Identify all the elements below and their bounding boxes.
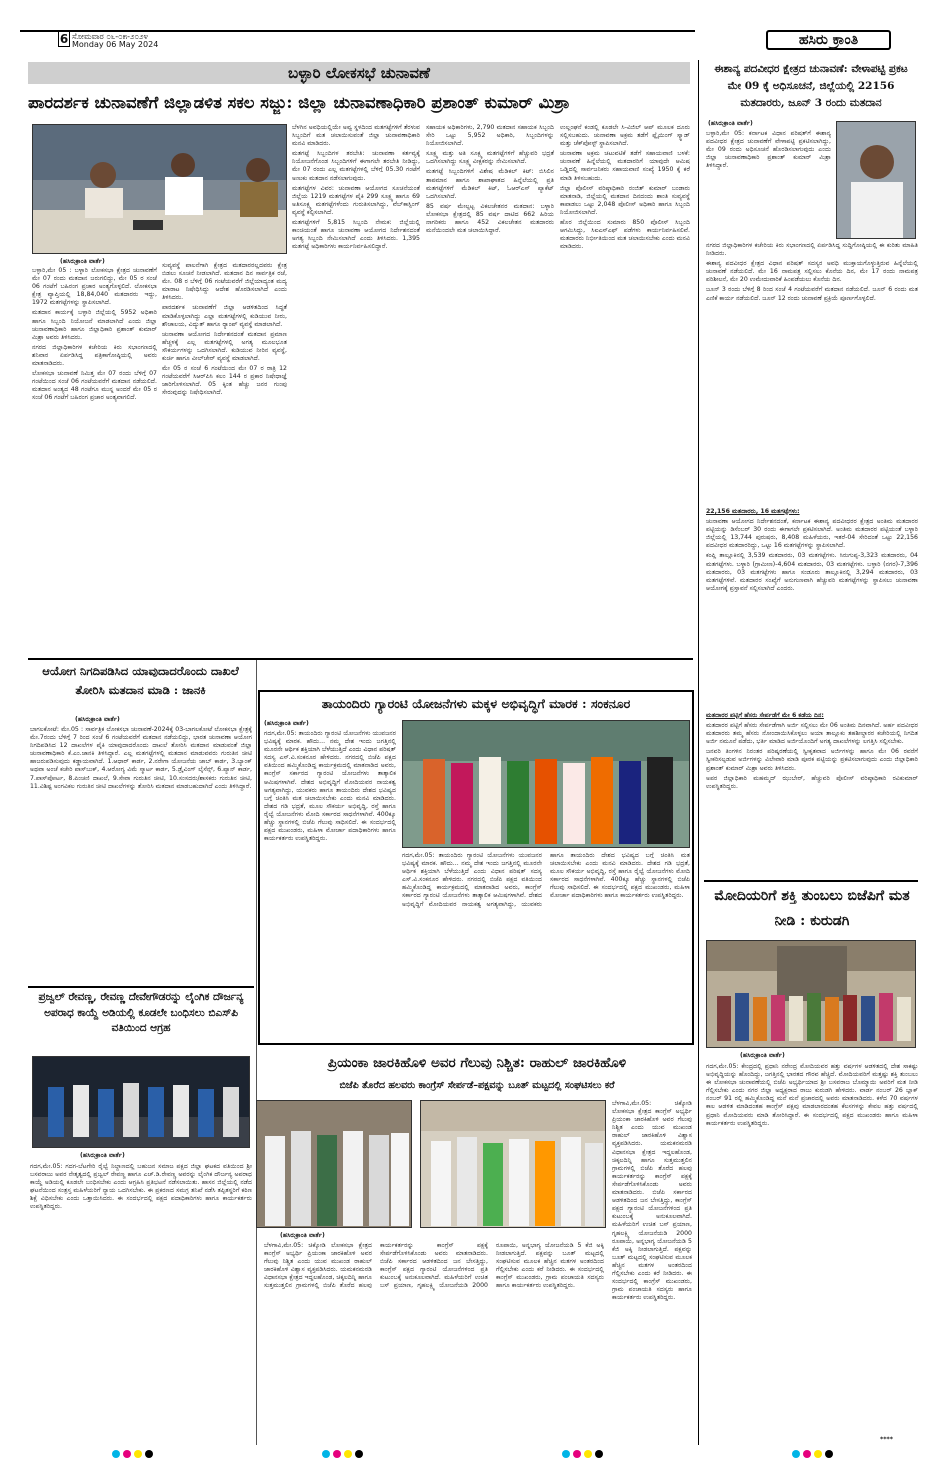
right-top-col-b (706, 242, 918, 504)
masthead-brand: ಹಸಿರು ಕ್ರಾಂತಿ (766, 30, 891, 50)
jarkiholi-headline: ಪ್ರಿಯಂಕಾ ಜಾರಕಿಹೊಳಿ ಅವರ ಗೆಲುವು ನಿಶ್ಚಿತ: ರಾಹುಲ್ ಜಾರಕಿಹೊಳಿ (327, 1055, 627, 1071)
jarkiholi-body-a (264, 1242, 604, 1434)
lead-par: 85 ವರ್ಷ ಮೇಲ್ಪಟ್ಟ ವಿಕಲಚೇತನರ ಮತದಾನ: ಬಳ್ಳಾರಿ ಲೋಕಸಭಾ ಕ್ಷೇತ್ರದಲ್ಲಿ 85 ವರ್ಷ ದಾಟಿದ 662 ಹಿರಿಯ ನಾಗರಿಕರು ಹಾಗೂ 452 ವಿಕಲಚೇತನ ಮತದಾರರು ಮನೆಯಿಂದಲೇ ಮತ ಚಲಾಯಿಸಿದ್ದಾರೆ. (426, 202, 554, 235)
congress-workers-image (257, 1101, 412, 1228)
right-top-subhead: ಮತದಾರರ ಪಟ್ಟಿಗೆ ಹೆಸರು ಸೇರ್ಪಡೆಗೆ ಮೇ 6 ಕಡೆಯ ದಿನ: (706, 712, 824, 719)
registration-marks (792, 1450, 833, 1458)
lead-par: ಮೇ 05 ರ ಸಂಜೆ 6 ಗಂಟೆಯಿಂದ ಮೇ 07 ರ ರಾತ್ರಿ 12 ಗಂಟೆಯವರೆಗೆ ಸಿಆರ್‌ಪಿಸಿ ಕಲಂ 144 ರ ಪ್ರಕಾರ ನಿಷೇಧಾಜ್ಞೆ ಜಾರಿಗೊಳಿಸಲಾಗಿದೆ. 05 ಕ್ಕಿಂತ ಹೆಚ್ಚು ಜನರ ಗುಂಪು ಸೇರುವುದನ್ನು ನಿಷೇಧಿಸಲಾಗಿದೆ. (162, 365, 287, 397)
black-dot (355, 1450, 363, 1458)
end-mark: **** (880, 1436, 893, 1443)
official-portrait-image (837, 122, 916, 239)
section-divider (704, 880, 918, 882)
lead-col-5 (560, 124, 690, 655)
cyan-dot (112, 1450, 120, 1458)
column-divider (256, 660, 257, 1445)
jarkiholi-subhead: ಬಿಜೆಪಿ ತೊರೆದ ಹಲವರು ಕಾಂಗ್ರೆಸ್ ಸೇರ್ಪಡೆ–ಪಕ್ಷವನ್ನು ಬೂತ್ ಮಟ್ಟದಲ್ಲಿ ಸಂಘಟಿಸಲು ಕರೆ (339, 1080, 615, 1091)
officials-meeting-image (33, 125, 287, 254)
lead-photo (32, 124, 287, 254)
jarkiholi-body-b: ಬೆಳಗಾವಿ,ಮೇ.05: ಚಿಕ್ಕೋಡಿ ಲೋಕಸಭಾ ಕ್ಷೇತ್ರದ ಕಾಂಗ್ರೆಸ್ ಅಭ್ಯರ್ಥಿ ಪ್ರಿಯಂಕಾ ಜಾರಕಿಹೊಳಿ ಅವರ ಗೆಲುವು ನಿಶ್ಚಿತ ಎಂದು ಯುವ ಮುಖಂಡ ರಾಹುಲ್ ಜಾರಕಿಹೊಳಿ ವಿಶ್ವಾಸ ವ್ಯಕ್ತಪಡಿಸಿದರು. ಯಮಕನಮರಡಿ ವಿಧಾನಸಭಾ ಕ್ಷೇತ್ರದ ಇದ್ದಲಹೊಂಡ, ಚಿಕ್ಕಲದಿನ್ನಿ ಹಾಗೂ ಸುತ್ತಮುತ್ತಲಿನ ಗ್ರಾಮಗಳಲ್ಲಿ ಬಿಜೆಪಿ ತೊರೆದ ಹಲವು ಕಾರ್ಯಕರ್ತರನ್ನು ಕಾಂಗ್ರೆಸ್ ಪಕ್ಷಕ್ಕೆ ಸೇರ್ಪಡೆಗೊಳಿಸಿಕೊಂಡು ಅವರು ಮಾತನಾಡಿದರು. ಬಿಜೆಪಿ ಸರ್ಕಾರದ ಆಡಳಿತದಿಂದ ಜನ ಬೇಸತ್ತಿದ್ದು, ಕಾಂಗ್ರೆಸ್ ಪಕ್ಷದ ಗ್ಯಾರಂಟಿ ಯೋಜನೆಗಳಿಂದ ಪ್ರತಿ ಕುಟುಂಬಕ್ಕೆ ಅನುಕೂಲವಾಗಿದೆ. ಮಹಿಳೆಯರಿಗೆ ಉಚಿತ ಬಸ್ ಪ್ರಯಾಣ, ಗೃಹಲಕ್ಷ್ಮಿ ಯೋಜನೆಯಡಿ 2000 ರೂಪಾಯಿ, ಅನ್ನಭಾಗ್ಯ ಯೋಜನೆಯಡಿ 5 ಕೆಜಿ ಅಕ್ಕಿ ನೀಡಲಾಗುತ್ತಿದೆ. ಪಕ್ಷವನ್ನು ಬೂತ್ ಮಟ್ಟದಲ್ಲಿ ಸಂಘಟಿಸುವ ಮೂಲಕ ಹೆಚ್ಚಿನ ಮತಗಳ ಅಂತರದಿಂದ ಗೆಲ್ಲಿಸಬೇಕು ಎಂದು ಕರೆ ನೀಡಿದರು. ಈ ಸಂದರ್ಭದಲ್ಲಿ ಕಾಂಗ್ರೆಸ್ ಮುಖಂಡರು, ಗ್ರಾಮ ಪಂಚಾಯತಿ ಸದಸ್ಯರು ಹಾಗೂ ಕಾರ್ಯಕರ್ತರು ಉಪಸ್ಥಿತರಿದ್ದರು. (612, 1100, 692, 1302)
prajwal-headline: ಪ್ರಜ್ವಲ್ ರೇವಣ್ಣ, ರೇವಣ್ಣ ದೇವೇಗೌಡರನ್ನು ಲೈಂಗಿಕ ದೌರ್ಜನ್ಯ ಅಪರಾಧ ಕಾಯ್ದೆ ಅಡಿಯಲ್ಲಿ ಕೂಡಲೇ ಬಂಧಿಸಲು ಬಿಎಸ್‌ಪಿ ವತಿಯಿಂದ ಆಗ್ರಹ (38, 991, 244, 1034)
right-top-par: ನಗರದ ಜಿಲ್ಲಾಧಿಕಾರಿಗಳ ಕಚೇರಿಯ ಕಿರು ಸಭಾಂಗಣದಲ್ಲಿ ಏರ್ಪಡಿಸಿದ್ದ ಸುದ್ದಿಗೋಷ್ಠಿಯಲ್ಲಿ ಈ ಕುರಿತು ಮಾಹಿತಿ ನೀಡಿದರು. (706, 242, 918, 258)
lead-par: ಮತಗಟ್ಟೆ ಸಿಬ್ಬಂದಿಗಳ ತರಬೇತಿ: ಚುನಾವಣಾ ಕರ್ತವ್ಯಕ್ಕೆ ನಿಯೋಜನೆಗೊಂಡ ಸಿಬ್ಬಂದಿಗಳಿಗೆ ಈಗಾಗಲೇ ತರಬೇತಿ ನೀಡಿದ್ದು, ಮೇ 07 ರಂದು ಎಲ್ಲ ಮತಗಟ್ಟೆಗಳಲ್ಲಿ ಬೆಳಿಗ್ಗೆ 05.30 ಗಂಟೆಗೆ ಅಣುಕು ಮತದಾನ ನಡೆಸಲಾಗುವುದು. (292, 150, 420, 182)
yellow-dot (134, 1450, 142, 1458)
page-number: 6 (59, 32, 69, 46)
date-line: ಸೋಮವಾರ ೦೬-೦೫-೨೦೨೪ Monday 06 May 2024 (72, 32, 159, 49)
right-top-col-c (706, 508, 918, 708)
lead-par: ಬೆಳಗಿನ ಅವಧಿಯಲ್ಲಿಯೇ ಅವ್ವ ಸ್ಥಳದಿಂದ ಮತಗಟ್ಟೆಗಳಿಗೆ ತೆರಳುವ ಸಿಬ್ಬಂದಿಗೆ ಮತ ಚಲಾಯಿಸುವಂತೆ ಜಿಲ್ಲಾ ಚುನಾವಣಾಧಿಕಾರಿ ಮನವಿ ಮಾಡಿದರು. (292, 124, 420, 148)
magenta-dot (333, 1450, 341, 1458)
lead-col-2 (162, 262, 287, 655)
jarkiholi-body: ಬೆಳಗಾವಿ,ಮೇ.05: ಚಿಕ್ಕೋಡಿ ಲೋಕಸಭಾ ಕ್ಷೇತ್ರದ ಕಾಂಗ್ರೆಸ್ ಅಭ್ಯರ್ಥಿ ಪ್ರಿಯಂಕಾ ಜಾರಕಿಹೊಳಿ ಅವರ ಗೆಲುವು ನಿಶ್ಚಿತ ಎಂದು ಯುವ ಮುಖಂಡ ರಾಹುಲ್ ಜಾರಕಿಹೊಳಿ ವಿಶ್ವಾಸ ವ್ಯಕ್ತಪಡಿಸಿದರು. ಯಮಕನಮರಡಿ ವಿಧಾನಸಭಾ ಕ್ಷೇತ್ರದ ಇದ್ದಲಹೊಂಡ, ಚಿಕ್ಕಲದಿನ್ನಿ ಹಾಗೂ ಸುತ್ತಮುತ್ತಲಿನ ಗ್ರಾಮಗಳಲ್ಲಿ ಬಿಜೆಪಿ ತೊರೆದ ಹಲವು ಕಾರ್ಯಕರ್ತರನ್ನು ಕಾಂಗ್ರೆಸ್ ಪಕ್ಷಕ್ಕೆ ಸೇರ್ಪಡೆಗೊಳಿಸಿಕೊಂಡು ಅವರು ಮಾತನಾಡಿದರು. ಬಿಜೆಪಿ ಸರ್ಕಾರದ ಆಡಳಿತದಿಂದ ಜನ ಬೇಸತ್ತಿದ್ದು, ಕಾಂಗ್ರೆಸ್ ಪಕ್ಷದ ಗ್ಯಾರಂಟಿ ಯೋಜನೆಗಳಿಂದ ಪ್ರತಿ ಕುಟುಂಬಕ್ಕೆ ಅನುಕೂಲವಾಗಿದೆ. ಮಹಿಳೆಯರಿಗೆ ಉಚಿತ ಬಸ್ ಪ್ರಯಾಣ, ಗೃಹಲಕ್ಷ್ಮಿ ಯೋಜನೆಯಡಿ 2000 ರೂಪಾಯಿ, ಅನ್ನಭಾಗ್ಯ ಯೋಜನೆಯಡಿ 5 ಕೆಜಿ ಅಕ್ಕಿ ನೀಡಲಾಗುತ್ತಿದೆ. ಪಕ್ಷವನ್ನು ಬೂತ್ ಮಟ್ಟದಲ್ಲಿ ಸಂಘಟಿಸುವ ಮೂಲಕ ಹೆಚ್ಚಿನ ಮತಗಳ ಅಂತರದಿಂದ ಗೆಲ್ಲಿಸಬೇಕು ಎಂದು ಕರೆ ನೀಡಿದರು. ಈ ಸಂದರ್ಭದಲ್ಲಿ ಕಾಂಗ್ರೆಸ್ ಮುಖಂಡರು, ಗ್ರಾಮ ಪಂಚಾಯತಿ ಸದಸ್ಯರು ಹಾಗೂ ಕಾರ್ಯಕರ್ತರು ಉಪಸ್ಥಿತರಿದ್ದರು. (264, 1242, 604, 1290)
right-top-col-a (706, 130, 831, 240)
right-top-par: ಈಶಾನ್ಯ ಪದವೀಧರ ಕ್ಷೇತ್ರದ ವಿಧಾನ ಪರಿಷತ್ ಸದಸ್ಯರ ಅವಧಿ ಮುಕ್ತಾಯಗೊಳ್ಳುತ್ತಿರುವ ಹಿನ್ನೆಲೆಯಲ್ಲಿ ಚುನಾವಣೆ ನಡೆಯಲಿದೆ. ಮೇ 16 ನಾಮಪತ್ರ ಸಲ್ಲಿಸಲು ಕೊನೆಯ ದಿನ, ಮೇ 17 ರಂದು ನಾಮಪತ್ರ ಪರಿಶೀಲನೆ, ಮೇ 20 ಉಮೇದುವಾರಿಕೆ ಹಿಂಪಡೆಯಲು ಕೊನೆಯ ದಿನ. (706, 260, 918, 284)
right-top-photo (836, 121, 916, 239)
right-top-par: ಚುನಾವಣಾ ಆಯೋಗದ ನಿರ್ದೇಶನದಂತೆ, ಕರ್ನಾಟಕ ಈಶಾನ್ಯ ಪದವೀಧರರ ಕ್ಷೇತ್ರದ ಅಂತಿಮ ಮತದಾರರ ಪಟ್ಟಿಯನ್ನು ಡಿಸೆಂಬರ್ 30 ರಂದು ಈಗಾಗಲೇ ಪ್ರಕಟಿಸಲಾಗಿದೆ. ಅಂತಿಮ ಮತದಾರರ ಪಟ್ಟಿಯಂತೆ ಬಳ್ಳಾರಿ ಜಿಲ್ಲೆಯಲ್ಲಿ 13,744 ಪುರುಷರು, 8,408 ಮಹಿಳೆಯರು, ಇತರೆ-04 ಸೇರಿದಂತೆ ಒಟ್ಟು 22,156 ಪದವೀಧರ ಮತದಾರರಿದ್ದು, ಒಟ್ಟು 16 ಮತಗಟ್ಟೆಗಳನ್ನು ಸ್ಥಾಪಿಸಲಾಗಿದೆ. (706, 518, 918, 550)
kurudagi-headline: ಮೋದಿಯರಿಗೆ ಶಕ್ತಿ ತುಂಬಲು ಬಿಜೆಪಿಗೆ ಮತ ನೀಡಿ : ಕುರುಡಗಿ (714, 888, 910, 929)
lead-par: ಹೊರ ಜಿಲ್ಲೆಯಿಂದ ಸುಮಾರು 850 ಪೊಲೀಸ್ ಸಿಬ್ಬಂದಿ ಆಗಮಿಸಿದ್ದು, ಸಿಐಎಸ್‌ಎಫ್ ಪಡೆಗಳು ಕಾರ್ಯನಿರ್ವಹಿಸಲಿವೆ. ಮತದಾರರು ನಿರ್ಭೀತಿಯಿಂದ ಮತ ಚಲಾಯಿಸಬೇಕು ಎಂದು ಮನವಿ ಮಾಡಿದರು. (560, 219, 690, 251)
kurudagi-photo (706, 940, 916, 1048)
sankanur-photo (402, 720, 690, 848)
jarkiholi-photo-1 (256, 1100, 412, 1228)
janaki-headline: ಆಯೋಗ ನಿಗದಿಪಡಿಸಿದ ಯಾವುದಾದರೊಂದು ದಾಖಲೆ ತೋರಿಸಿ ಮತದಾನ ಮಾಡಿ : ಜಾನಕಿ (42, 664, 239, 697)
lead-par: ಉಲ್ಲಂಘನೆ ಕಂಡಲ್ಲಿ ಕೂಡಲೇ ಸಿ-ವಿಜಿಲ್ ಆಪ್ ಮೂಲಕ ದೂರು ಸಲ್ಲಿಸಬಹುದು. ಚುನಾವಣಾ ಅಕ್ರಮ ತಡೆಗೆ ಫ್ಲೈಯಿಂಗ್ ಸ್ಕ್ವಾಡ್ ಮತ್ತು ಚೆಕ್‌ಪೋಸ್ಟ್ ಸ್ಥಾಪಿಸಲಾಗಿದೆ. (560, 124, 690, 148)
lead-par: ಲೋಕಸಭಾ ಚುನಾವಣೆ ನಿಮಿತ್ತ ಮೇ 07 ರಂದು ಬೆಳಿಗ್ಗೆ 07 ಗಂಟೆಯಿಂದ ಸಂಜೆ 06 ಗಂಟೆಯವರೆಗೆ ಮತದಾನ ನಡೆಯಲಿದೆ. ಮತದಾನ ಅಂತ್ಯದ 48 ಗಂಟೆಗೂ ಮುನ್ನ ಅಂದರೆ ಮೇ 05 ರ ಸಂಜೆ 06 ಗಂಟೆಗೆ ಬಹಿರಂಗ ಪ್ರಚಾರ ಅಂತ್ಯವಾಗಲಿದೆ. (32, 370, 157, 402)
registration-marks (322, 1450, 363, 1458)
lead-par: ಮತಗಟ್ಟೆ ಸಿಬ್ಬಂದಿಗಳಿಗೆ ವಿಶೇಷ ಮೆಡಿಕಲ್ ಕಿಟ್: ಬಿಸಿಲಿನ ತಾಪಮಾನ ಹಾಗೂ ಶಾಖಾಘಾತದ ಹಿನ್ನೆಲೆಯಲ್ಲಿ ಪ್ರತಿ ಮತಗಟ್ಟೆಗಳಿಗೆ ಮೆಡಿಕಲ್ ಕಿಟ್, ಓಆರ್‌ಎಸ್ ಪ್ಯಾಕೆಟ್ ಒದಗಿಸಲಾಗಿದೆ. (426, 168, 554, 200)
black-dot (145, 1450, 153, 1458)
right-top-headline: ಈಶಾನ್ಯ ಪದವೀಧರ ಕ್ಷೇತ್ರದ ಚುನಾವಣೆ: ವೇಳಾಪಟ್ಟಿ ಪ್ರಕಟ ಮೇ 09 ಕ್ಕೆ ಅಧಿಸೂಚನೆ, ಜಿಲ್ಲೆಯಲ್ಲಿ 22156 ಮತದಾರರು, ಜೂನ್ 3 ರಂದು ಮತದಾನ (714, 63, 908, 109)
lead-col-3 (292, 124, 420, 655)
prajwal-body: ಗದಗ,ಮೇ.05: ಗದಗ-ಬೆಟಗೇರಿ ರೈಲ್ವೆ ನಿಲ್ದಾಣದಲ್ಲಿ ಬಹುಜನ ಸಮಾಜ ಪಕ್ಷದ ಜಿಲ್ಲಾ ಘಟಕದ ವತಿಯಿಂದ ಶ್ರೀ ಬಸವರಾಜು ಅವರ ನೇತೃತ್ವದಲ್ಲಿ ಪ್ರಜ್ವಲ್ ರೇವಣ್ಣ ಹಾಗೂ ಎಚ್.ಡಿ.ರೇವಣ್ಣ ಅವರನ್ನು ಲೈಂಗಿಕ ದೌರ್ಜನ್ಯ ಅಪರಾಧ ಕಾಯ್ದೆ ಅಡಿಯಲ್ಲಿ ಕೂಡಲೇ ಬಂಧಿಸಬೇಕು ಎಂದು ಆಗ್ರಹಿಸಿ ಪ್ರತಿಭಟನೆ ನಡೆಸಲಾಯಿತು. ಹಾಸನ ಜಿಲ್ಲೆಯಲ್ಲಿ ನಡೆದ ಘಟನೆಯಿಂದ ಸಂತ್ರಸ್ತ ಮಹಿಳೆಯರಿಗೆ ನ್ಯಾಯ ಒದಗಿಸಬೇಕು. ಈ ಪ್ರಕರಣದ ಸಮಗ್ರ ತನಿಖೆ ನಡೆಸಿ ತಪ್ಪಿತಸ್ಥರಿಗೆ ಕಠಿಣ ಶಿಕ್ಷೆ ವಿಧಿಸಬೇಕು ಎಂದು ಒತ್ತಾಯಿಸಿದರು. ಈ ಸಂದರ್ಭದಲ್ಲಿ ಪಕ್ಷದ ಪದಾಧಿಕಾರಿಗಳು ಹಾಗೂ ಕಾರ್ಯಕರ್ತರು ಉಪಸ್ಥಿತರಿದ್ದರು. (30, 1163, 252, 1211)
section-divider (28, 658, 693, 660)
cyan-dot (792, 1450, 800, 1458)
section-divider (28, 986, 254, 988)
sankanur-headline: ತಾಯಂದಿರು ಗ್ಯಾರಂಟಿ ಯೋಜನೆಗಳು ಮಕ್ಕಳ ಅಭಿವೃದ್ಧಿಗೆ ಮಾರಕ : ಸಂಕನೂರ (321, 696, 631, 711)
lead-kicker: ಬಳ್ಳಾರಿ ಲೋಕಸಭೆ ಚುನಾವಣೆ (28, 62, 690, 84)
lead-col-4 (426, 124, 554, 655)
lead-par: ಪಾರದರ್ಶಕ ಚುನಾವಣೆಗೆ ಜಿಲ್ಲಾ ಆಡಳಿತದಿಂದ ಸಿದ್ಧತೆ ಮಾಡಿಕೊಳ್ಳಲಾಗಿದ್ದು ಎಲ್ಲಾ ಮತಗಟ್ಟೆಗಳಲ್ಲಿ ಕುಡಿಯುವ ನೀರು, ಶೌಚಾಲಯ, ವಿದ್ಯುತ್ ಹಾಗೂ ರ್‍ಯಾಂಪ್ ವ್ಯವಸ್ಥೆ ಮಾಡಲಾಗಿದೆ. (162, 304, 287, 328)
yellow-dot (344, 1450, 352, 1458)
magenta-dot (803, 1450, 811, 1458)
registration-marks (562, 1450, 603, 1458)
bjp-meeting-group-image (403, 721, 690, 848)
lead-par: ಸಹಾಯಕ ಅಧಿಕಾರಿಗಳು, 2,790 ಮತದಾನ ಸಹಾಯಕ ಸಿಬ್ಬಂದಿ ಸೇರಿ ಒಟ್ಟು 5,952 ಅಧಿಕಾರಿ, ಸಿಬ್ಬಂದಿಗಳನ್ನು ನಿಯೋಜಿಸಲಾಗಿದೆ. (426, 124, 554, 148)
sankanur-dateline: (ಹಸಿರುಕ್ರಾಂತಿ ವಾರ್ತೆ) (264, 720, 309, 727)
right-top-par: ಜೂನ್ 3 ರಂದು ಬೆಳಿಗ್ಗೆ 8 ರಿಂದ ಸಂಜೆ 4 ಗಂಟೆಯವರೆಗೆ ಮತದಾನ ನಡೆಯಲಿದೆ. ಜೂನ್ 6 ರಂದು ಮತ ಎಣಿಕೆ ಕಾರ್ಯ ನಡೆಯಲಿದೆ. ಜೂನ್ 12 ರಂದು ಚುನಾವಣೆ ಪ್ರಕ್ರಿಯೆ ಪೂರ್ಣಗೊಳ್ಳಲಿದೆ. (706, 286, 918, 302)
prajwal-photo (32, 1056, 250, 1148)
sankanur-body-col-a: ಗದಗ,ಮೇ.05: ತಾಯಂದಿರು ಗ್ಯಾರಂಟಿ ಯೋಜನೆಗಳು ಯುವಜನರ ಭವಿಷ್ಯಕ್ಕೆ ಮಾರಕ. ಹೌದು... ನಮ್ಮ ದೇಶ ಇಂದು ಜಗತ್ತಿನಲ್ಲಿ ಮೂರನೇ ಆರ್ಥಿಕ ಶಕ್ತಿಯಾಗಿ ಬೆಳೆಯುತ್ತಿದೆ ಎಂದು ವಿಧಾನ ಪರಿಷತ್ ಸದಸ್ಯ ಎಸ್.ವಿ.ಸಂಕನೂರ ಹೇಳಿದರು. ನಗರದಲ್ಲಿ ಬಿಜೆಪಿ ಪಕ್ಷದ ವತಿಯಿಂದ ಹಮ್ಮಿಕೊಂಡಿದ್ದ ಕಾರ್ಯಕ್ರಮದಲ್ಲಿ ಮಾತನಾಡಿದ ಅವರು, ಕಾಂಗ್ರೆಸ್ ಸರ್ಕಾರದ ಗ್ಯಾರಂಟಿ ಯೋಜನೆಗಳು ತಾತ್ಕಾಲಿಕ ಆಮಿಷಗಳಾಗಿವೆ. ದೇಶದ ಅಭಿವೃದ್ಧಿಗೆ ಮೋದಿಯವರ ನಾಯಕತ್ವ ಅಗತ್ಯವಾಗಿದ್ದು, ಯುವಕರು ಹಾಗೂ ತಾಯಂದಿರು ದೇಶದ ಭವಿಷ್ಯದ ಬಗ್ಗೆ ಚಿಂತಿಸಿ ಮತ ಚಲಾಯಿಸಬೇಕು ಎಂದು ಮನವಿ ಮಾಡಿದರು. ದೇಶದ ಗಡಿ ಭದ್ರತೆ, ಮೂಲ ಸೌಕರ್ಯ ಅಭಿವೃದ್ಧಿ, ರಸ್ತೆ ಹಾಗೂ ರೈಲ್ವೆ ಯೋಜನೆಗಳು ಮೋದಿ ಸರ್ಕಾರದ ಸಾಧನೆಗಳಾಗಿವೆ. 400ಕ್ಕೂ ಹೆಚ್ಚು ಸ್ಥಾನಗಳಲ್ಲಿ ಬಿಜೆಪಿ ಗೆಲುವು ಸಾಧಿಸಲಿದೆ. ಈ ಸಂದರ್ಭದಲ್ಲಿ ಪಕ್ಷದ ಮುಖಂಡರು, ಮಹಿಳಾ ಮೋರ್ಚಾ ಪದಾಧಿಕಾರಿಗಳು ಹಾಗೂ ಕಾರ್ಯಕರ್ತರು ಉಪಸ್ಥಿತರಿದ್ದರು. (264, 730, 396, 843)
jarkiholi-dateline: (ಹಸಿರುಕ್ರಾಂತಿ ವಾರ್ತೆ) (280, 1232, 325, 1239)
right-top-par: ಅಪರ ಜಿಲ್ಲಾಧಿಕಾರಿ ಮಹಮ್ಮದ್ ಝುಬೇರ್, ಹೆಚ್ಚುವರಿ ಪೊಲೀಸ್ ವರಿಷ್ಠಾಧಿಕಾರಿ ರವಿಕುಮಾರ್ ಉಪಸ್ಥಿತರಿದ್ದರು. (706, 774, 918, 790)
lead-par: ಮತಗಟ್ಟೆಗಳ ವಿವರ: ಚುನಾವಣಾ ಆಯೋಗದ ಸೂಚನೆಯಂತೆ ಜಿಲ್ಲೆಯ 1219 ಮತಗಟ್ಟೆಗಳ ಪೈಕಿ 299 ಸೂಕ್ಷ್ಮ ಹಾಗೂ 69 ಅತಿಸೂಕ್ಷ್ಮ ಮತಗಟ್ಟೆಗಳೆಂದು ಗುರುತಿಸಲಾಗಿದ್ದು, ವೆಬ್‌ಕಾಸ್ಟಿಂಗ್ ವ್ಯವಸ್ಥೆ ಕಲ್ಪಿಸಲಾಗಿದೆ. (292, 184, 420, 216)
yellow-dot (814, 1450, 822, 1458)
kurudagi-dateline: (ಹಸಿರುಕ್ರಾಂತಿ ವಾರ್ತೆ) (740, 1052, 785, 1059)
right-top-subhead: 22,156 ಮತದಾರರು, 16 ಮತಗಟ್ಟೆಗಳು: (706, 508, 800, 515)
lead-par: ಚುನಾವಣಾ ಅಕ್ರಮ ಚಟುವಟಿಕೆ ತಡೆಗೆ ಸಹಾಯವಾಣಿ ಬಳಕೆ: ಚುನಾವಣೆ ಹಿನ್ನೆಲೆಯಲ್ಲಿ ಮತದಾರರಿಗೆ ಯಾವುದೇ ಆಮಿಷ ಒಡ್ಡಿದಲ್ಲಿ ಸಾರ್ವಜನಿಕರು ಸಹಾಯವಾಣಿ ಸಂಖ್ಯೆ 1950 ಕ್ಕೆ ಕರೆ ಮಾಡಿ ತಿಳಿಸಬಹುದು. (560, 150, 690, 182)
party-joining-image (421, 1101, 606, 1228)
lead-par: ಸೂಕ್ಷ್ಮ ಮತ್ತು ಅತಿ ಸೂಕ್ಷ್ಮ ಮತಗಟ್ಟೆಗಳಿಗೆ ಹೆಚ್ಚುವರಿ ಭದ್ರತೆ ಒದಗಿಸಲಾಗಿದ್ದು ಸೂಕ್ಷ್ಮ ವೀಕ್ಷಕರನ್ನು ನೇಮಿಸಲಾಗಿದೆ. (426, 150, 554, 166)
lead-dateline: (ಹಸಿರುಕ್ರಾಂತಿ ವಾರ್ತೆ) (60, 258, 105, 265)
column-divider (698, 60, 699, 1445)
sankanur-body-col-b (402, 852, 690, 1040)
lead-col-1 (32, 267, 157, 655)
jarkiholi-photo-2 (420, 1100, 606, 1228)
lead-par: ಸುವ್ಯವಸ್ಥೆ ಪಾಲನೆಗಾಗಿ ಕ್ಷೇತ್ರದ ಮತದಾರರಲ್ಲದವರು ಕ್ಷೇತ್ರ ಬಿಡಲು ಸೂಚನೆ ನೀಡಲಾಗಿದೆ. ಮತದಾನ ದಿನ ಸಾರ್ವತ್ರಿಕ ರಜೆ, ಮೇ. 08 ರ ಬೆಳಿಗ್ಗೆ 06 ಗಂಟೆಯವರೆಗೆ ಜಿಲ್ಲೆಯಾದ್ಯಂತ ಮದ್ಯ ಮಾರಾಟ ನಿಷೇಧಿಸಿದ್ದು ಆದೇಶ ಹೊರಡಿಸಲಾಗಿದೆ ಎಂದು ತಿಳಿಸಿದರು. (162, 262, 287, 302)
cyan-dot (562, 1450, 570, 1458)
black-dot (595, 1450, 603, 1458)
magenta-dot (123, 1450, 131, 1458)
right-top-dateline: (ಹಸಿರುಕ್ರಾಂತಿ ವಾರ್ತೆ) (708, 120, 753, 127)
cyan-dot (322, 1450, 330, 1458)
yellow-dot (584, 1450, 592, 1458)
campaign-group-image (707, 941, 916, 1048)
sankanur-body-continued: ಗದಗ,ಮೇ.05: ತಾಯಂದಿರು ಗ್ಯಾರಂಟಿ ಯೋಜನೆಗಳು ಯುವಜನರ ಭವಿಷ್ಯಕ್ಕೆ ಮಾರಕ. ಹೌದು... ನಮ್ಮ ದೇಶ ಇಂದು ಜಗತ್ತಿನಲ್ಲಿ ಮೂರನೇ ಆರ್ಥಿಕ ಶಕ್ತಿಯಾಗಿ ಬೆಳೆಯುತ್ತಿದೆ ಎಂದು ವಿಧಾನ ಪರಿಷತ್ ಸದಸ್ಯ ಎಸ್.ವಿ.ಸಂಕನೂರ ಹೇಳಿದರು. ನಗರದಲ್ಲಿ ಬಿಜೆಪಿ ಪಕ್ಷದ ವತಿಯಿಂದ ಹಮ್ಮಿಕೊಂಡಿದ್ದ ಕಾರ್ಯಕ್ರಮದಲ್ಲಿ ಮಾತನಾಡಿದ ಅವರು, ಕಾಂಗ್ರೆಸ್ ಸರ್ಕಾರದ ಗ್ಯಾರಂಟಿ ಯೋಜನೆಗಳು ತಾತ್ಕಾಲಿಕ ಆಮಿಷಗಳಾಗಿವೆ. ದೇಶದ ಅಭಿವೃದ್ಧಿಗೆ ಮೋದಿಯವರ ನಾಯಕತ್ವ ಅಗತ್ಯವಾಗಿದ್ದು, ಯುವಕರು ಹಾಗೂ ತಾಯಂದಿರು ದೇಶದ ಭವಿಷ್ಯದ ಬಗ್ಗೆ ಚಿಂತಿಸಿ ಮತ ಚಲಾಯಿಸಬೇಕು ಎಂದು ಮನವಿ ಮಾಡಿದರು. ದೇಶದ ಗಡಿ ಭದ್ರತೆ, ಮೂಲ ಸೌಕರ್ಯ ಅಭಿವೃದ್ಧಿ, ರಸ್ತೆ ಹಾಗೂ ರೈಲ್ವೆ ಯೋಜನೆಗಳು ಮೋದಿ ಸರ್ಕಾರದ ಸಾಧನೆಗಳಾಗಿವೆ. 400ಕ್ಕೂ ಹೆಚ್ಚು ಸ್ಥಾನಗಳಲ್ಲಿ ಬಿಜೆಪಿ ಗೆಲುವು ಸಾಧಿಸಲಿದೆ. ಈ ಸಂದರ್ಭದಲ್ಲಿ ಪಕ್ಷದ ಮುಖಂಡರು, ಮಹಿಳಾ ಮೋರ್ಚಾ ಪದಾಧಿಕಾರಿಗಳು ಹಾಗೂ ಕಾರ್ಯಕರ್ತರು ಉಪಸ್ಥಿತರಿದ್ದರು. (402, 852, 690, 908)
janaki-body: ಬಾಗಲಕೋಟೆ: ಮೇ.05 : ಸಾರ್ವತ್ರಿಕ ಲೋಕಸಭಾ ಚುನಾವಣೆ-2024ಕ್ಕೆ 03-ಬಾಗಲಕೋಟೆ ಲೋಕಸಭಾ ಕ್ಷೇತ್ರಕ್ಕೆ ಮೇ.7ರಂದು ಬೆಳಿಗ್ಗೆ 7 ರಿಂದ ಸಂಜೆ 6 ಗಂಟೆಯವರೆಗೆ ಮತದಾನ ನಡೆಯಲಿದ್ದು, ಭಾರತ ಚುನಾವಣಾ ಆಯೋಗ ನಿಗದಿಪಡಿಸಿದ 12 ದಾಖಲೆಗಳ ಪೈಕಿ ಯಾವುದಾದರೊಂದು ದಾಖಲೆ ತೋರಿಸಿ ಮತದಾನ ಮಾಡುವಂತೆ ಜಿಲ್ಲಾ ಚುನಾವಣಾಧಿಕಾರಿ ಕೆ.ಎಂ.ಜಾನಕಿ ತಿಳಿಸಿದ್ದಾರೆ. ಎಲ್ಲ ಮತಗಟ್ಟೆಗಳಲ್ಲಿ ಮತದಾನ ಮಾಡುವವರು ಗುರುತಿನ ಚೀಟಿ ಹಾಜರುಪಡಿಸುವುದು ಕಡ್ಡಾಯವಾಗಿದೆ. 1.ಆಧಾರ್ ಕಾರ್ಡ, 2.ನರೇಗಾ ಯೋಜನೆಯ ಜಾಬ್ ಕಾರ್ಡ, 3.ಬ್ಯಾಂಕ್ ಅಥವಾ ಅಂಚೆ ಕಚೇರಿ ಪಾಸ್‌ಬುಕ್, 4.ಆರೋಗ್ಯ ವಿಮೆ ಸ್ಮಾರ್ಟ ಕಾರ್ಡ, 5.ಡ್ರೈವಿಂಗ್ ಲೈಸೆನ್ಸ್, 6.ಪ್ಯಾನ್ ಕಾರ್ಡ, 7.ಪಾಸ್‌ಪೋರ್ಟ, 8.ಪಿಂಚಣಿ ದಾಖಲೆ, 9.ಸೇವಾ ಗುರುತಿನ ಚೀಟಿ, 10.ಸಂಸದರು/ಶಾಸಕರು ಗುರುತಿನ ಚೀಟಿ, 11.ವಿಶಿಷ್ಟ ಅಂಗವಿಕಲ ಗುರುತಿನ ಚೀಟಿ ದಾಖಲೆಗಳನ್ನು ತೋರಿಸಿ ಮತದಾನ ಮಾಡಬಹುದಾಗಿದೆ ಎಂದು ತಿಳಿಸಿದ್ದಾರೆ. (30, 726, 252, 790)
lead-par: ಬಳ್ಳಾರಿ,ಮೇ 05 : ಬಳ್ಳಾರಿ ಲೋಕಸಭಾ ಕ್ಷೇತ್ರದ ಚುನಾವಣೆಗೆ ಮೇ 07 ರಂದು ಮತದಾನ ಜರುಗಲಿದ್ದು, ಮೇ 05 ರ ಸಂಜೆ 06 ಗಂಟೆಗೆ ಬಹಿರಂಗ ಪ್ರಚಾರ ಅಂತ್ಯಗೊಳ್ಳಲಿದೆ. ಲೋಕಸಭಾ ಕ್ಷೇತ್ರ ವ್ಯಾಪ್ತಿಯಲ್ಲಿ 18,84,040 ಮತದಾರರು ಇದ್ದು, 1972 ಮತಗಟ್ಟೆಗಳನ್ನು ಸ್ಥಾಪಿಸಲಾಗಿದೆ. (32, 267, 157, 307)
lead-par: ಮತಗಟ್ಟೆಗಳಿಗೆ 5,815 ಸಿಬ್ಬಂದಿ ನೇಮಕ: ಜಿಲ್ಲೆಯಲ್ಲಿ ಕಾಂಚಿಯಂತೆ ಹಾಗೂ ಚುನಾವಣಾ ಆಯೋಗದ ನಿರ್ದೇಶನದಂತೆ ಅಗತ್ಯ ಸಿಬ್ಬಂದಿ ನೇಮಿಸಲಾಗಿದೆ ಎಂದು ತಿಳಿಸಿದರು. 1,395 ಮತಗಟ್ಟೆ ಅಧಿಕಾರಿಗಳು ಕಾರ್ಯನಿರ್ವಹಿಸಲಿದ್ದಾರೆ. (292, 219, 420, 251)
lead-headline: ಪಾರದರ್ಶಕ ಚುನಾವಣೆಗೆ ಜಿಲ್ಲಾಡಳಿತ ಸಕಲ ಸಜ್ಜು: ಜಿಲ್ಲಾ ಚುನಾವಣಾಧಿಕಾರಿ ಪ್ರಶಾಂತ್ ಕುಮಾರ್ ಮಿಶ್ರಾ (28, 93, 570, 112)
lead-par: ಚುನಾವಣಾ ಆಯೋಗದ ನಿರ್ದೇಶನದಂತೆ ಮತದಾನ ಪ್ರಮಾಣ ಹೆಚ್ಚಳಕ್ಕೆ ಎಲ್ಲ ಮತಗಟ್ಟೆಗಳಲ್ಲಿ ಅಗತ್ಯ ಮೂಲಭೂತ ಸೌಕರ್ಯಗಳನ್ನು ಒದಗಿಸಲಾಗಿದೆ. ಕುಡಿಯುವ ನೀರಿನ ವ್ಯವಸ್ಥೆ, ಕುರ್ಚಿ ಹಾಗೂ ವೀಲ್‌ಚೇರ್ ವ್ಯವಸ್ಥೆ ಮಾಡಲಾಗಿದೆ. (162, 330, 287, 363)
black-dot (825, 1450, 833, 1458)
janaki-dateline: (ಹಸಿರುಕ್ರಾಂತಿ ವಾರ್ತೆ) (75, 716, 120, 723)
lead-par: ನಗರದ ಜಿಲ್ಲಾಧಿಕಾರಿಗಳ ಕಚೇರಿಯ ಕಿರು ಸಭಾಂಗಣದಲ್ಲಿ ಶನಿವಾರ ಏರ್ಪಡಿಸಿದ್ದ ಪತ್ರಿಕಾಗೋಷ್ಠಿಯಲ್ಲಿ ಅವರು ಮಾತನಾಡಿದರು. (32, 343, 157, 368)
lead-par: ಮತದಾನ ಕಾರ್ಯಕ್ಕೆ ಬಳ್ಳಾರಿ ಜಿಲ್ಲೆಯಲ್ಲಿ 5952 ಅಧಿಕಾರಿ ಹಾಗೂ ಸಿಬ್ಬಂದಿ ನಿಯೋಜನೆ ಮಾಡಲಾಗಿದೆ ಎಂದು ಜಿಲ್ಲಾ ಚುನಾವಣಾಧಿಕಾರಿ ಹಾಗೂ ಜಿಲ್ಲಾಧಿಕಾರಿ ಪ್ರಶಾಂತ್ ಕುಮಾರ್ ಮಿಶ್ರಾ ಅವರು ತಿಳಿಸಿದರು. (32, 309, 157, 341)
registration-marks (112, 1450, 153, 1458)
magenta-dot (573, 1450, 581, 1458)
right-top-par: ಮತದಾರರ ಪಟ್ಟಿಗೆ ಹೆಸರು ಸೇರ್ಪಡೆಗಾಗಿ ಅರ್ಜಿ ಸಲ್ಲಿಸಲು ಮೇ 06 ಅಂತಿಮ ದಿನವಾಗಿದೆ. ಅರ್ಹ ಪದವೀಧರ ಮತದಾರರು ತಮ್ಮ ಹೆಸರು ನೋಂದಾಯಿಸಿಕೊಳ್ಳಲು ಅಯಾ ತಾಲ್ಲೂಕು ತಹಶೀಲ್ದಾರರ ಕಚೇರಿಯಲ್ಲಿ ನಿಗದಿತ ಅರ್ಜಿ ನಮೂನೆ ಪಡೆದು, ಭರ್ತಿ ಮಾಡಿದ ಅರ್ಜಿಯೊಂದಿಗೆ ಅಗತ್ಯ ದಾಖಲೆಗಳನ್ನು ಲಗತ್ತಿಸಿ ಸಲ್ಲಿಸಬೇಕು. (706, 722, 918, 746)
protest-group-image (33, 1057, 250, 1148)
prajwal-dateline: (ಹಸಿರುಕ್ರಾಂತಿ ವಾರ್ತೆ) (80, 1152, 125, 1159)
right-top-par: ಬಳ್ಳಾರಿ,ಮೇ 05: ಕರ್ನಾಟಕ ವಿಧಾನ ಪರಿಷತ್‌ಗೆ ಈಶಾನ್ಯ ಪದವೀಧರ ಕ್ಷೇತ್ರದ ಚುನಾವಣೆಗೆ ವೇಳಾಪಟ್ಟಿ ಪ್ರಕಟಿಸಲಾಗಿದ್ದು, ಮೇ 09 ರಂದು ಅಧಿಸೂಚನೆ ಹೊರಡಿಸಲಾಗುವುದು ಎಂದು ಜಿಲ್ಲಾ ಚುನಾವಣಾಧಿಕಾರಿ ಪ್ರಶಾಂತ್ ಕುಮಾರ್ ಮಿಶ್ರಾ ತಿಳಿಸಿದ್ದಾರೆ. (706, 130, 831, 170)
right-top-par: ಜನವರಿ ತಿಂಗಳಿನ ನಿರಂತರ ಪರಿಷ್ಕರಣೆಯಲ್ಲಿ ಸ್ವೀಕೃತವಾದ ಅರ್ಜಿಗಳನ್ನು ಹಾಗೂ ಮೇ 06 ರವರೆಗೆ ಸ್ವೀಕರಿಸಲ್ಪಡುವ ಅರ್ಜಿಗಳನ್ನು ವಿಲೇವಾರಿ ಮಾಡಿ ಪೂರಕ ಪಟ್ಟಿಯನ್ನು ಪ್ರಕಟಿಸಲಾಗುವುದು ಎಂದು ಜಿಲ್ಲಾಧಿಕಾರಿ ಪ್ರಶಾಂತ್ ಕುಮಾರ್ ಮಿಶ್ರಾ ಅವರು ತಿಳಿಸಿದರು. (706, 748, 918, 772)
right-top-col-d (706, 712, 918, 878)
right-top-par: ಕಂಪ್ಲಿ ತಾಲ್ಲೂಕಿನಲ್ಲಿ 3,539 ಮತದಾರರು, 03 ಮತಗಟ್ಟೆಗಳು. ಸಿರುಗುಪ್ಪ-3,323 ಮತದಾರರು, 04 ಮತಗಟ್ಟೆಗಳು. ಬಳ್ಳಾರಿ (ಗ್ರಾಮೀಣ)-4,604 ಮತದಾರರು, 03 ಮತಗಟ್ಟೆಗಳು. ಬಳ್ಳಾರಿ (ನಗರ)-7,396 ಮತದಾರರು, 03 ಮತಗಟ್ಟೆಗಳು ಹಾಗೂ ಸಂಡೂರು ತಾಲ್ಲೂಕಿನಲ್ಲಿ 3,294 ಮತದಾರರು, 03 ಮತಗಟ್ಟೆಗಳಿವೆ. ಮತದಾರರ ಸಂಖ್ಯೆಗೆ ಅನುಗುಣವಾಗಿ ಹೆಚ್ಚುವರಿ ಮತಗಟ್ಟೆಗಳನ್ನು ಸ್ಥಾಪಿಸಲು ಚುನಾವಣಾ ಆಯೋಗಕ್ಕೆ ಪ್ರಸ್ತಾವನೆ ಸಲ್ಲಿಸಲಾಗಿದೆ ಎಂದರು. (706, 552, 918, 592)
lead-par: ಜಿಲ್ಲಾ ಪೊಲೀಸ್ ವರಿಷ್ಠಾಧಿಕಾರಿ ರಂಜಿತ್ ಕುಮಾರ್ ಬಂಡಾರು ಮಾತನಾಡಿ, ಜಿಲ್ಲೆಯಲ್ಲಿ ಮತದಾನ ದಿನದಂದು ಶಾಂತಿ ಸುವ್ಯವಸ್ಥೆ ಕಾಪಾಡಲು ಒಟ್ಟು 2,048 ಪೊಲೀಸ್ ಅಧಿಕಾರಿ ಹಾಗೂ ಸಿಬ್ಬಂದಿ ನಿಯೋಜಿಸಲಾಗಿದೆ. (560, 184, 690, 216)
kurudagi-body: ಗದಗ,ಮೇ.05: ಕೇಂದ್ರದಲ್ಲಿ ಪ್ರಧಾನಿ ನರೇಂದ್ರ ಮೋದಿಯವರ ಹತ್ತು ವರ್ಷಗಳ ಆಡಳಿತದಲ್ಲಿ ದೇಶ ಸಾಕಷ್ಟು ಅಭಿವೃದ್ಧಿಯನ್ನು ಹೊಂದಿದ್ದು, ಜಗತ್ತಿನಲ್ಲಿ ಭಾರತದ ಗೌರವ ಹೆಚ್ಚಿದೆ. ಮೋದಿಯವರಿಗೆ ಮತ್ತಷ್ಟು ಶಕ್ತಿ ತುಂಬಲು ಈ ಲೋಕಸಭಾ ಚುನಾವಣೆಯಲ್ಲಿ ಬಿಜೆಪಿ ಅಭ್ಯರ್ಥಿಯಾದ ಶ್ರೀ ಬಸವರಾಜ ಬೊಮ್ಮಾಯಿ ಅವರಿಗೆ ಮತ ನೀಡಿ ಗೆಲ್ಲಿಸಬೇಕು ಎಂದು ನಗರ ಜಿಲ್ಲಾ ಅಧ್ಯಕ್ಷರಾದ ರಾಜು ಕುರುಡಗಿ ಹೇಳಿದರು. ವಾರ್ಡ ನಂಬರ್ 26 ಬ್ಲಾಕ್ ನಂಬರ್ 91 ರಲ್ಲಿ ಹಮ್ಮಿಕೊಂಡಿದ್ದ ಮನೆ ಮನೆ ಪ್ರಚಾರದಲ್ಲಿ ಅವರು ಮಾತನಾಡಿದರು. ಕಳೆದ 70 ವರ್ಷಗಳ ಕಾಲ ಆಡಳಿತ ಮಾಡಿದಂತಹ ಕಾಂಗ್ರೆಸ್ ಪಕ್ಷವು ಮಾಡಲಾರದಂತಹ ಕೆಲಸಗಳನ್ನು ಕೇವಲ ಹತ್ತು ವರ್ಷದಲ್ಲಿ ಪ್ರಧಾನಿ ಮೋದಿಯವರು ಮಾಡಿ ತೋರಿಸಿದ್ದಾರೆ. ಈ ಸಂದರ್ಭದಲ್ಲಿ ಪಕ್ಷದ ಮುಖಂಡರು ಹಾಗೂ ಮಹಿಳಾ ಕಾರ್ಯಕರ್ತರು ಉಪಸ್ಥಿತರಿದ್ದರು. (706, 1063, 918, 1127)
